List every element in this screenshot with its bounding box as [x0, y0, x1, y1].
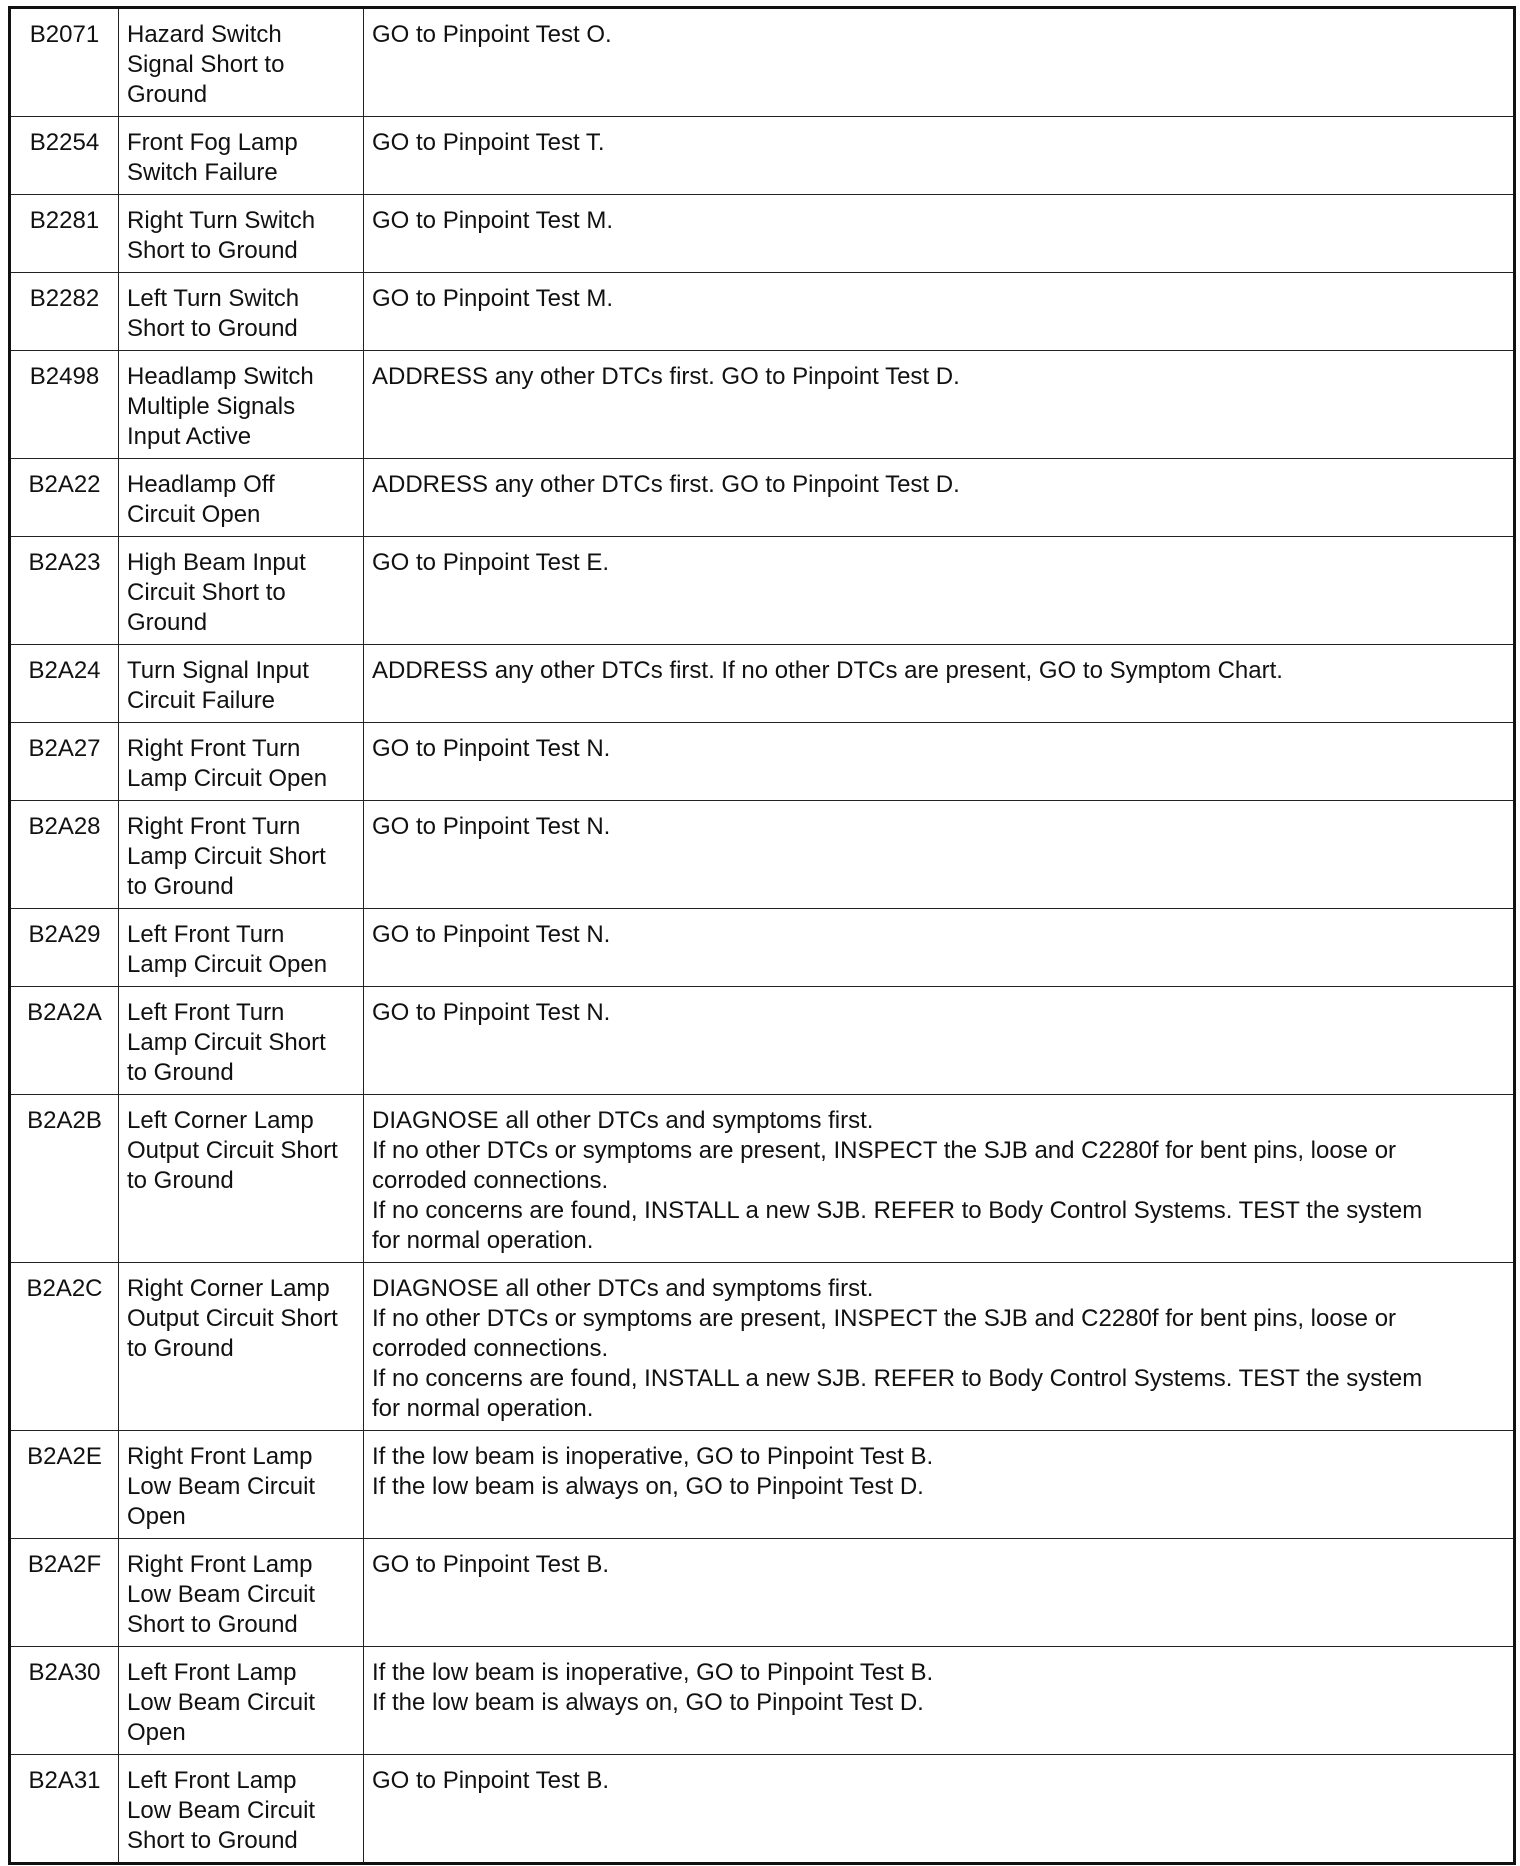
table-row: [10, 195, 1515, 273]
dtc-table: [8, 6, 1516, 1865]
dtc-action-cell: GO to Pinpoint Test N.: [364, 801, 1515, 909]
dtc-action-cell: GO to Pinpoint Test N.: [364, 987, 1515, 1095]
dtc-table-body: [10, 8, 1515, 1864]
table-row: [10, 1431, 1515, 1539]
table-row: [10, 1755, 1515, 1864]
dtc-code-cell: B2A2A: [10, 987, 119, 1095]
dtc-action-cell: GO to Pinpoint Test N.: [364, 723, 1515, 801]
dtc-description-cell: Left Front Turn Lamp Circuit Short to Ground: [119, 987, 364, 1095]
dtc-description-cell: Right Turn Switch Short to Ground: [119, 195, 364, 273]
dtc-description-cell: Turn Signal Input Circuit Failure: [119, 645, 364, 723]
dtc-code-cell: B2A31: [10, 1755, 119, 1864]
dtc-code-cell: B2A22: [10, 459, 119, 537]
dtc-action-cell: DIAGNOSE all other DTCs and symptoms first. If no other DTCs or symptoms are present, INSPECT the SJB and C2280f for bent pins, loose or corroded connections. If no concerns are found, INSTALL a new SJB. REFER to Body Control Systems. TEST the system for normal operation.: [364, 1263, 1515, 1431]
dtc-description-cell: Right Front Turn Lamp Circuit Short to Ground: [119, 801, 364, 909]
dtc-description-cell: Right Front Lamp Low Beam Circuit Open: [119, 1431, 364, 1539]
dtc-description-cell: Left Turn Switch Short to Ground: [119, 273, 364, 351]
table-row: [10, 1263, 1515, 1431]
dtc-description-cell: High Beam Input Circuit Short to Ground: [119, 537, 364, 645]
dtc-description-cell: Left Corner Lamp Output Circuit Short to Ground: [119, 1095, 364, 1263]
dtc-action-cell: GO to Pinpoint Test B.: [364, 1755, 1515, 1864]
dtc-code-cell: B2A24: [10, 645, 119, 723]
dtc-code-cell: B2254: [10, 117, 119, 195]
dtc-description-cell: Headlamp Off Circuit Open: [119, 459, 364, 537]
dtc-action-cell: GO to Pinpoint Test M.: [364, 195, 1515, 273]
dtc-code-cell: B2A2B: [10, 1095, 119, 1263]
dtc-code-cell: B2A27: [10, 723, 119, 801]
dtc-code-cell: B2A28: [10, 801, 119, 909]
dtc-action-cell: ADDRESS any other DTCs first. GO to Pinpoint Test D.: [364, 459, 1515, 537]
dtc-description-cell: Right Front Turn Lamp Circuit Open: [119, 723, 364, 801]
dtc-action-cell: GO to Pinpoint Test N.: [364, 909, 1515, 987]
dtc-action-cell: If the low beam is inoperative, GO to Pinpoint Test B. If the low beam is always on, GO to Pinpoint Test D.: [364, 1431, 1515, 1539]
dtc-code-cell: B2A2F: [10, 1539, 119, 1647]
table-row: [10, 987, 1515, 1095]
dtc-code-cell: B2A30: [10, 1647, 119, 1755]
table-row: [10, 723, 1515, 801]
dtc-description-cell: Front Fog Lamp Switch Failure: [119, 117, 364, 195]
dtc-code-cell: B2281: [10, 195, 119, 273]
dtc-description-cell: Headlamp Switch Multiple Signals Input Active: [119, 351, 364, 459]
dtc-description-cell: Left Front Turn Lamp Circuit Open: [119, 909, 364, 987]
dtc-description-cell: Left Front Lamp Low Beam Circuit Open: [119, 1647, 364, 1755]
table-row: [10, 273, 1515, 351]
dtc-action-cell: GO to Pinpoint Test M.: [364, 273, 1515, 351]
dtc-action-cell: DIAGNOSE all other DTCs and symptoms first. If no other DTCs or symptoms are present, INSPECT the SJB and C2280f for bent pins, loose or corroded connections. If no concerns are found, INSTALL a new SJB. REFER to Body Control Systems. TEST the system for normal operation.: [364, 1095, 1515, 1263]
dtc-code-cell: B2498: [10, 351, 119, 459]
table-row: [10, 459, 1515, 537]
dtc-code-cell: B2A23: [10, 537, 119, 645]
table-row: [10, 8, 1515, 117]
dtc-action-cell: GO to Pinpoint Test T.: [364, 117, 1515, 195]
table-row: [10, 1647, 1515, 1755]
table-row: [10, 909, 1515, 987]
dtc-code-cell: B2A29: [10, 909, 119, 987]
dtc-action-cell: If the low beam is inoperative, GO to Pinpoint Test B. If the low beam is always on, GO to Pinpoint Test D.: [364, 1647, 1515, 1755]
dtc-code-cell: B2071: [10, 8, 119, 117]
dtc-description-cell: Left Front Lamp Low Beam Circuit Short to Ground: [119, 1755, 364, 1864]
dtc-code-cell: B2282: [10, 273, 119, 351]
dtc-code-cell: B2A2C: [10, 1263, 119, 1431]
dtc-action-cell: GO to Pinpoint Test E.: [364, 537, 1515, 645]
table-row: [10, 537, 1515, 645]
table-row: [10, 1539, 1515, 1647]
table-row: [10, 1095, 1515, 1263]
dtc-action-cell: GO to Pinpoint Test B.: [364, 1539, 1515, 1647]
table-row: [10, 645, 1515, 723]
dtc-description-cell: Hazard Switch Signal Short to Ground: [119, 8, 364, 117]
dtc-action-cell: GO to Pinpoint Test O.: [364, 8, 1515, 117]
dtc-description-cell: Right Corner Lamp Output Circuit Short to Ground: [119, 1263, 364, 1431]
dtc-action-cell: ADDRESS any other DTCs first. GO to Pinpoint Test D.: [364, 351, 1515, 459]
table-row: [10, 351, 1515, 459]
dtc-action-cell: ADDRESS any other DTCs first. If no other DTCs are present, GO to Symptom Chart.: [364, 645, 1515, 723]
table-row: [10, 801, 1515, 909]
dtc-code-cell: B2A2E: [10, 1431, 119, 1539]
dtc-description-cell: Right Front Lamp Low Beam Circuit Short to Ground: [119, 1539, 364, 1647]
table-row: [10, 117, 1515, 195]
